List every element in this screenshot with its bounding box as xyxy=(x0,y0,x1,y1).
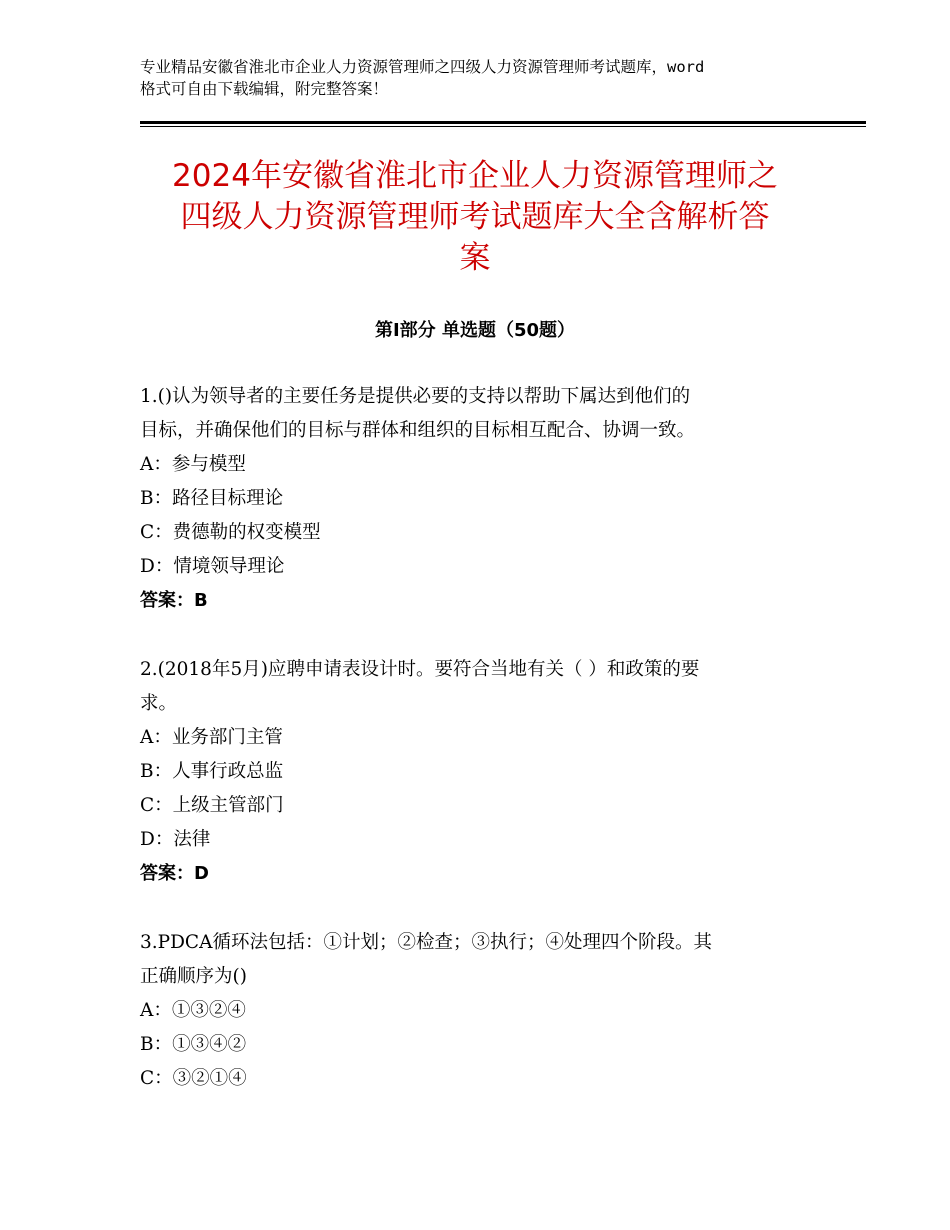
option-b: B：路径目标理论 xyxy=(140,488,284,509)
option-d: D：法律 xyxy=(140,829,211,850)
title-line: 四级人力资源管理师考试题库大全含解析答 xyxy=(180,199,770,235)
option-a: A：业务部门主管 xyxy=(140,727,283,748)
option-d: D：情境领导理论 xyxy=(140,556,285,577)
option-b: B：人事行政总监 xyxy=(140,761,284,782)
question-stem: 求。 xyxy=(140,693,178,714)
answer-key: 答案：B xyxy=(140,590,208,611)
question-stem: 正确顺序为() xyxy=(140,966,247,987)
header-divider-thick xyxy=(140,121,866,124)
question-stem: 2.(2018年5月)应聘申请表设计时。要符合当地有关（ ）和政策的要 xyxy=(140,659,700,680)
option-c: C：上级主管部门 xyxy=(140,795,284,816)
option-a: A：①③②④ xyxy=(140,1000,246,1021)
document-title xyxy=(130,156,820,279)
question-1 xyxy=(140,380,820,618)
question-stem: 目标，并确保他们的目标与群体和组织的目标相互配合、协调一致。 xyxy=(140,420,696,441)
question-2 xyxy=(140,653,820,891)
answer-key: 答案：D xyxy=(140,863,209,884)
header-divider-thin xyxy=(140,126,866,127)
header-note xyxy=(140,56,840,100)
question-stem: 3.PDCA循环法包括：①计划；②检查；③执行；④处理四个阶段。其 xyxy=(140,932,712,953)
question-stem: 1.()认为领导者的主要任务是提供必要的支持以帮助下属达到他们的 xyxy=(140,386,691,407)
title-line: 2024年安徽省淮北市企业人力资源管理师之 xyxy=(172,158,778,194)
header-note-line: 格式可自由下载编辑，附完整答案！ xyxy=(140,80,389,98)
option-c: C：费德勒的权变模型 xyxy=(140,522,321,543)
question-3 xyxy=(140,926,820,1096)
title-line: 案 xyxy=(459,240,491,276)
option-a: A：参与模型 xyxy=(140,454,246,475)
header-note-line: 专业精品安徽省淮北市企业人力资源管理师之四级人力资源管理师考试题库，word xyxy=(140,58,705,76)
section-heading: 第Ⅰ部分 单选题（50题） xyxy=(374,320,575,341)
option-b: B：①③④② xyxy=(140,1034,247,1055)
option-c: C：③②①④ xyxy=(140,1068,247,1089)
